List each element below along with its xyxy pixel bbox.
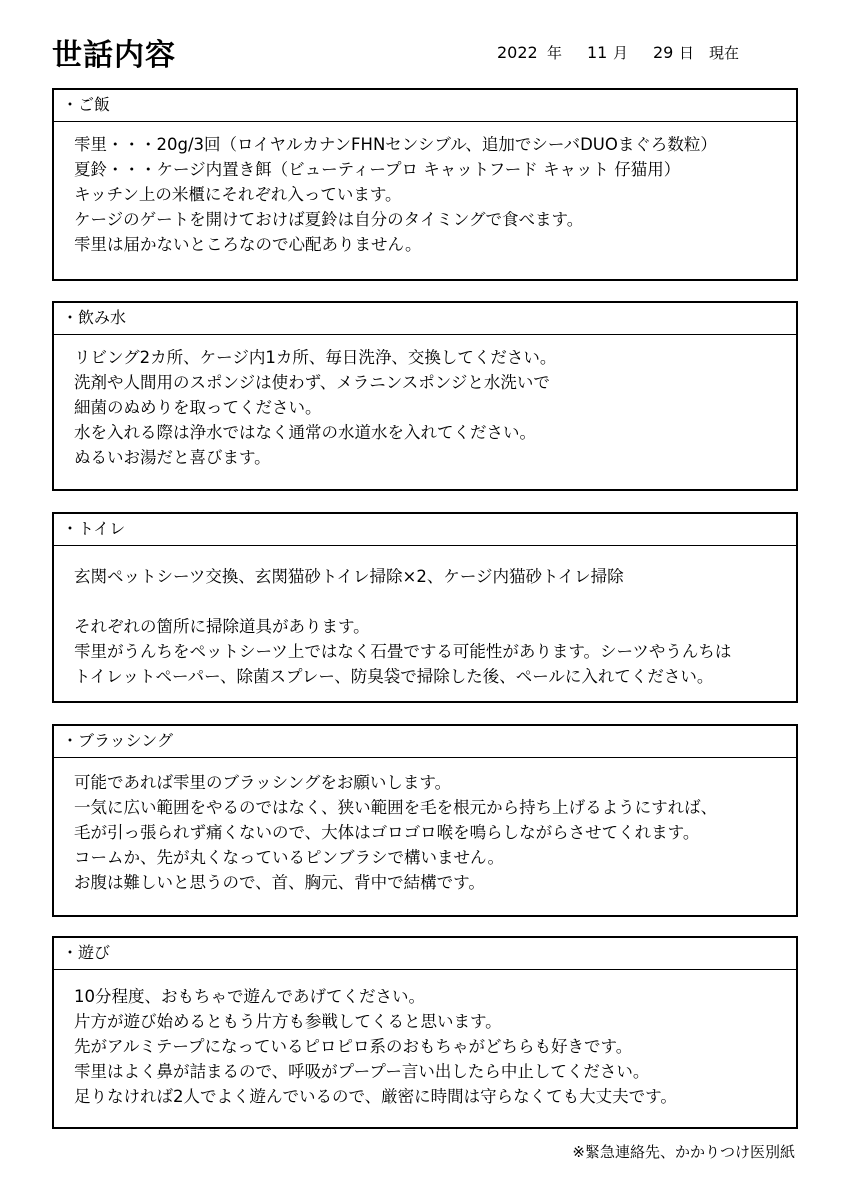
section-line: コームか、先が丸くなっているピンブラシで構いません。 [74, 848, 504, 867]
section-toilet [52, 512, 798, 703]
section-line: 片方が遊び始めるともう片方も参戦してくると思います。 [74, 1012, 502, 1031]
section-heading: ・トイレ [54, 514, 796, 546]
section-line: 雫里は届かないところなので心配ありません。 [74, 235, 422, 254]
date-day: 29 [653, 43, 674, 62]
section-line: 先がアルミテープになっているピロピロ系のおもちゃがどちらも好きです。 [74, 1037, 633, 1056]
date-year-label: 年 [547, 44, 563, 62]
section-line: 水を入れる際は浄水ではなく通常の水道水を入れてください。 [74, 423, 536, 442]
section-heading: ・ご飯 [54, 90, 796, 122]
section-body [54, 758, 796, 895]
date-day-label: 日 [679, 44, 695, 62]
section-line: 雫里・・・20g/3回（ロイヤルカナンFHNセンシブル、追加でシーバDUOまぐろ数粒） [74, 135, 717, 154]
section-water [52, 301, 798, 491]
date-line [497, 42, 797, 63]
section-meals [52, 88, 798, 281]
section-line: 夏鈴・・・ケージ内置き餌（ビューティープロ キャットフード キャット 仔猫用） [74, 160, 681, 179]
section-body [54, 335, 796, 470]
section-line: ケージのゲートを開けておけば夏鈴は自分のタイミングで食べます。 [74, 210, 584, 229]
section-line: ぬるいお湯だと喜びます。 [74, 448, 271, 467]
section-line: 10分程度、おもちゃで遊んであげてください。 [74, 987, 425, 1006]
section-line: 雫里はよく鼻が詰まるので、呼吸がプープー言い出したら中止してください。 [74, 1062, 650, 1081]
section-line: トイレットペーパー、除菌スプレー、防臭袋で掃除した後、ペールに入れてください。 [74, 667, 714, 686]
section-line: 細菌のぬめりを取ってください。 [74, 398, 322, 417]
footer-note: ※緊急連絡先、かかりつけ医別紙 [572, 1143, 795, 1161]
section-body [54, 122, 796, 257]
section-line: 玄関ペットシーツ交換、玄関猫砂トイレ掃除×2、ケージ内猫砂トイレ掃除 [74, 567, 624, 586]
section-line: 雫里がうんちをペットシーツ上ではなく石畳でする可能性があります。シーツやうんちは [74, 642, 732, 661]
section-line: リビング2カ所、ケージ内1カ所、毎日洗浄、交換してください。 [74, 348, 557, 367]
date-year: 2022 [497, 43, 538, 62]
section-body [54, 970, 796, 1109]
section-line: お腹は難しいと思うので、首、胸元、背中で結構です。 [74, 873, 485, 892]
section-line: 足りなければ2人でよく遊んでいるので、厳密に時間は守らなくても大丈夫です。 [74, 1087, 677, 1106]
section-line: 洗剤や人間用のスポンジは使わず、メラニンスポンジと水洗いで [74, 373, 550, 392]
section-brushing [52, 724, 798, 917]
section-heading: ・ブラッシング [54, 726, 796, 758]
section-line: それぞれの箇所に掃除道具があります。 [74, 617, 370, 636]
date-month: 11 [587, 43, 608, 62]
section-heading: ・飲み水 [54, 303, 796, 335]
date-month-label: 月 [613, 44, 629, 62]
section-body [54, 546, 796, 689]
section-line: 毛が引っ張られず痛くないので、大体はゴロゴロ喉を鳴らしながらさせてくれます。 [74, 823, 700, 842]
section-heading: ・遊び [54, 938, 796, 970]
page-title: 世話内容 [52, 38, 176, 73]
section-play [52, 936, 798, 1129]
section-line: 一気に広い範囲をやるのではなく、狭い範囲を毛を根元から持ち上げるようにすれば、 [74, 798, 718, 817]
section-line: キッチン上の米櫃にそれぞれ入っています。 [74, 185, 402, 204]
date-suffix: 現在 [709, 44, 740, 62]
section-line [74, 589, 796, 614]
section-line: 可能であれば雫里のブラッシングをお願いします。 [74, 773, 452, 792]
